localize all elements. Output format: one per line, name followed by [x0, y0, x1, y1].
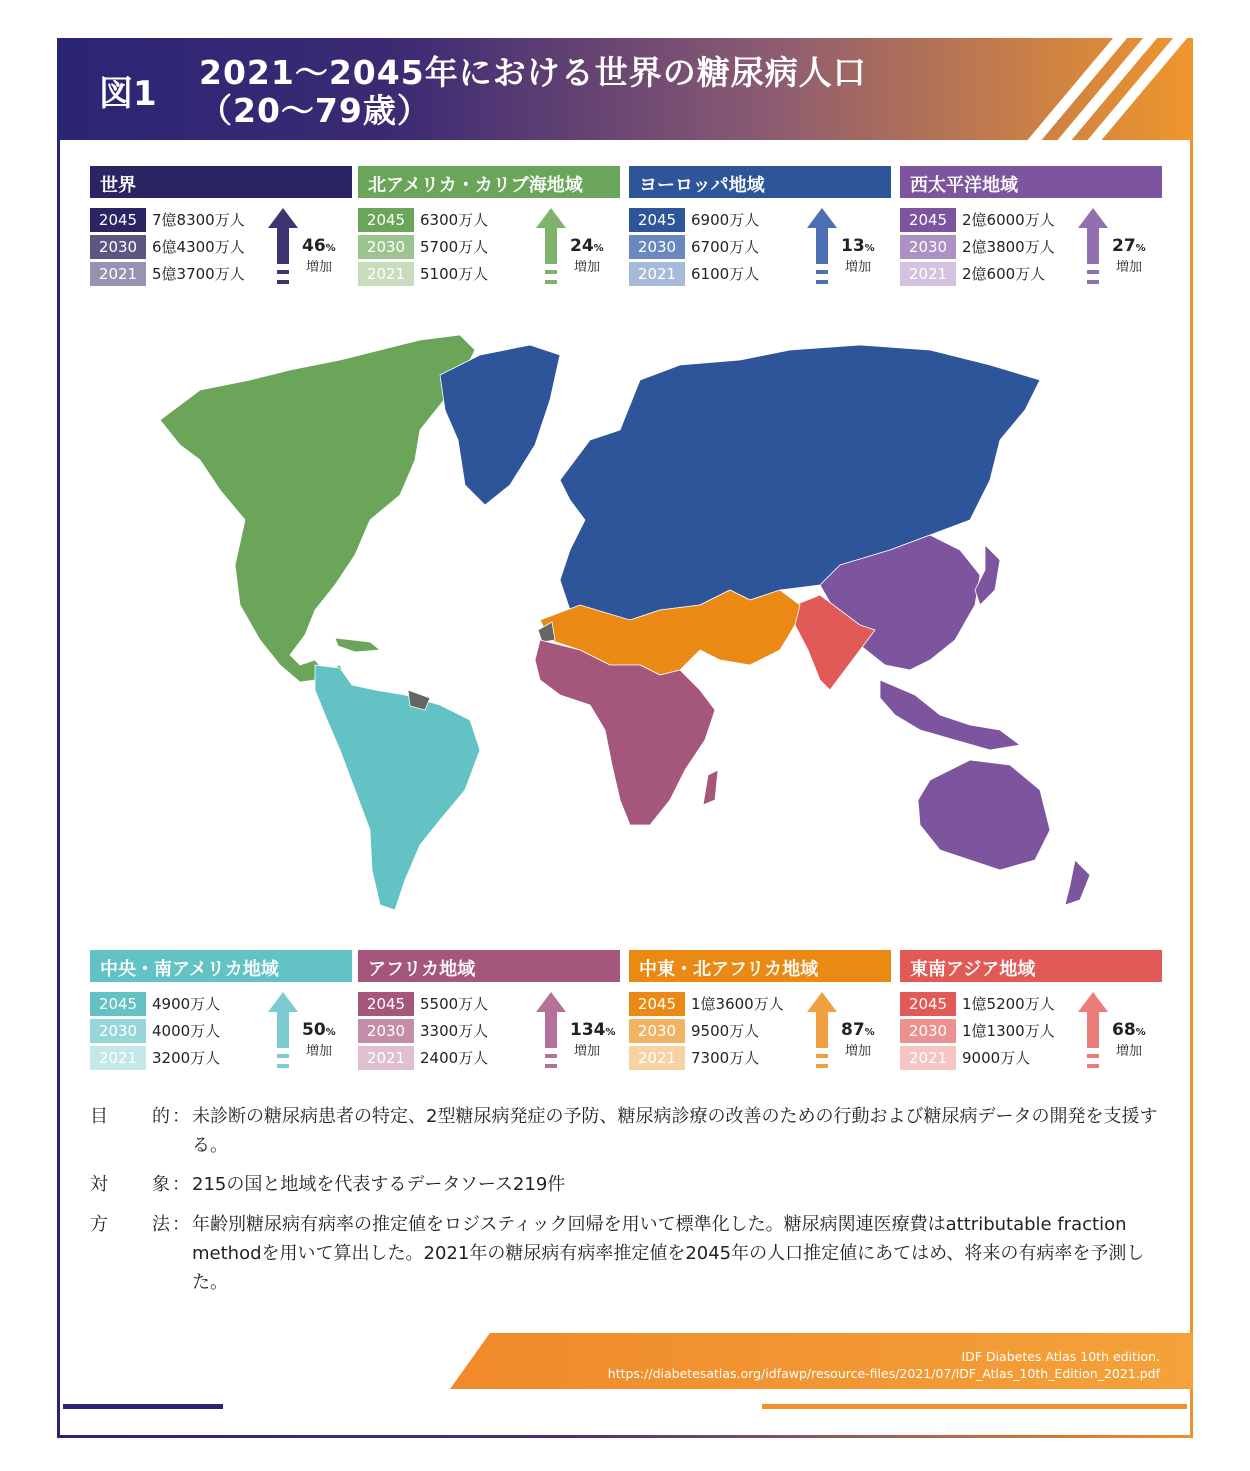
increase-percent	[302, 236, 336, 256]
increase-percent	[1112, 1020, 1146, 1040]
map-new-zealand	[1065, 860, 1090, 905]
increase-arrow-icon	[536, 992, 566, 1072]
year-badge: 2021	[629, 262, 685, 286]
figure-header	[57, 38, 1193, 140]
region-row	[900, 235, 1090, 259]
increase-arrow-icon	[807, 208, 837, 288]
population-value: 5500万人	[420, 995, 489, 1013]
increase-label: 増加	[845, 260, 872, 275]
info-label-char-1: 方	[90, 1214, 108, 1235]
info-label-char-2: 法	[152, 1214, 170, 1235]
increase-label: 増加	[574, 260, 601, 275]
population-value: 1億1300万人	[962, 1022, 1055, 1040]
title-line-1: 2021～2045年における世界の糖尿病人口	[199, 53, 867, 92]
info-text: 未診断の糖尿病患者の特定、2型糖尿病発症の予防、糖尿病診療の改善のための行動および糖尿病データの開発を支援する。	[192, 1106, 1158, 1156]
region-row	[358, 262, 548, 286]
figure-title	[199, 54, 867, 130]
region-row	[900, 262, 1090, 286]
increase-label: 増加	[1116, 260, 1143, 275]
year-badge: 2045	[900, 992, 956, 1016]
region-header	[629, 166, 891, 198]
population-value: 5700万人	[420, 238, 489, 256]
population-value: 6億4300万人	[152, 238, 245, 256]
percent-unit: %	[325, 243, 336, 254]
map-maritime-sea	[880, 680, 1020, 750]
population-value: 6100万人	[691, 265, 760, 283]
year-badge: 2045	[629, 208, 685, 232]
region-row	[629, 262, 819, 286]
increase-percent-value: 27	[1112, 236, 1136, 256]
title-line-2: （20～79歳）	[199, 91, 431, 130]
year-badge: 2030	[629, 235, 685, 259]
population-value: 6900万人	[691, 211, 760, 229]
population-value: 5億3700万人	[152, 265, 245, 283]
increase-label: 増加	[306, 260, 333, 275]
year-badge: 2045	[90, 208, 146, 232]
population-value: 1億5200万人	[962, 995, 1055, 1013]
increase-arrow-icon	[268, 208, 298, 288]
region-row	[629, 1046, 819, 1070]
region-header	[358, 950, 620, 982]
increase-percent-value: 50	[302, 1020, 326, 1040]
year-badge: 2045	[358, 992, 414, 1016]
population-value: 4900万人	[152, 995, 221, 1013]
increase-percent	[1112, 236, 1146, 256]
percent-unit: %	[864, 243, 875, 254]
region-header	[358, 166, 620, 198]
region-header	[900, 166, 1162, 198]
increase-percent-value: 68	[1112, 1020, 1136, 1040]
year-badge: 2021	[358, 262, 414, 286]
map-australia	[918, 760, 1050, 870]
info-label-char-2: 的	[152, 1106, 170, 1127]
year-badge: 2030	[358, 235, 414, 259]
region-panel	[358, 166, 620, 294]
increase-percent-value: 13	[841, 236, 865, 256]
percent-unit: %	[593, 243, 604, 254]
region-row	[90, 1046, 280, 1070]
info-text: 215の国と地域を代表するデータソース219件	[192, 1174, 566, 1195]
increase-arrow-icon	[807, 992, 837, 1072]
increase-percent-value: 46	[302, 236, 326, 256]
increase-percent-value: 87	[841, 1020, 865, 1040]
citation-line-1: IDF Diabetes Atlas 10th edition.	[961, 1349, 1160, 1364]
region-row	[900, 1019, 1090, 1043]
region-row	[900, 992, 1090, 1016]
population-value: 1億3600万人	[691, 995, 784, 1013]
region-header	[900, 950, 1162, 982]
population-value: 7億8300万人	[152, 211, 245, 229]
region-panel	[629, 166, 891, 294]
population-value: 9000万人	[962, 1049, 1031, 1067]
region-row	[90, 992, 280, 1016]
region-row	[90, 1019, 280, 1043]
increase-arrow-icon	[1078, 208, 1108, 288]
increase-percent	[841, 236, 875, 256]
increase-percent	[570, 1020, 616, 1040]
region-row	[358, 1019, 548, 1043]
percent-unit: %	[1135, 1027, 1146, 1038]
year-badge: 2045	[90, 992, 146, 1016]
region-panel	[900, 950, 1162, 1078]
region-row	[358, 235, 548, 259]
population-value: 2400万人	[420, 1049, 489, 1067]
percent-unit: %	[1135, 243, 1146, 254]
percent-unit: %	[605, 1027, 616, 1038]
population-value: 6700万人	[691, 238, 760, 256]
year-badge: 2045	[629, 992, 685, 1016]
population-value: 3300万人	[420, 1022, 489, 1040]
increase-label: 増加	[306, 1044, 333, 1059]
increase-arrow-icon	[1078, 992, 1108, 1072]
region-row	[900, 208, 1090, 232]
increase-percent-value: 134	[570, 1020, 606, 1040]
population-value: 2億6000万人	[962, 211, 1055, 229]
footer-accent-left	[63, 1404, 223, 1409]
region-row	[900, 1046, 1090, 1070]
region-row	[358, 992, 548, 1016]
increase-label: 増加	[574, 1044, 601, 1059]
region-row	[358, 1046, 548, 1070]
year-badge: 2030	[629, 1019, 685, 1043]
map-madagascar	[703, 770, 718, 805]
map-western-sahara	[538, 622, 555, 642]
population-value: 2億3800万人	[962, 238, 1055, 256]
region-name: 中東・北アフリカ地域	[639, 959, 819, 980]
region-row	[358, 208, 548, 232]
region-name: アフリカ地域	[368, 959, 476, 980]
region-row	[90, 262, 280, 286]
year-badge: 2021	[900, 1046, 956, 1070]
citation-line-2: https://diabetesatlas.org/idfawp/resource-files/2021/07/IDF_Atlas_10th_Edition_2021.pdf	[607, 1366, 1160, 1381]
region-row	[629, 208, 819, 232]
region-panel	[358, 950, 620, 1078]
population-value: 9500万人	[691, 1022, 760, 1040]
info-label-char-1: 目	[90, 1106, 108, 1127]
year-badge: 2030	[90, 235, 146, 259]
world-map	[140, 320, 1100, 920]
year-badge: 2021	[900, 262, 956, 286]
map-north-america	[160, 335, 475, 690]
info-label-char-2: 象	[152, 1174, 170, 1195]
region-row	[629, 235, 819, 259]
region-name: 北アメリカ・カリブ海地域	[368, 175, 583, 196]
increase-percent	[570, 236, 604, 256]
population-value: 4000万人	[152, 1022, 221, 1040]
region-header	[90, 950, 352, 982]
population-value: 5100万人	[420, 265, 489, 283]
year-badge: 2021	[358, 1046, 414, 1070]
population-value: 6300万人	[420, 211, 489, 229]
map-south-america	[315, 665, 480, 910]
year-badge: 2030	[900, 235, 956, 259]
region-panel	[90, 166, 352, 294]
footer-accent-right	[762, 1404, 1187, 1409]
increase-percent	[302, 1020, 336, 1040]
population-value: 7300万人	[691, 1049, 760, 1067]
population-value: 3200万人	[152, 1049, 221, 1067]
region-panel	[90, 950, 352, 1078]
map-caribbean	[335, 638, 380, 652]
increase-percent-value: 24	[570, 236, 594, 256]
region-name: 世界	[100, 175, 136, 196]
year-badge: 2021	[90, 262, 146, 286]
increase-label: 増加	[1116, 1044, 1143, 1059]
region-name: 中央・南アメリカ地域	[100, 959, 279, 980]
region-header	[90, 166, 352, 198]
year-badge: 2045	[900, 208, 956, 232]
region-row	[629, 992, 819, 1016]
year-badge: 2045	[358, 208, 414, 232]
increase-arrow-icon	[268, 992, 298, 1072]
region-row	[629, 1019, 819, 1043]
population-value: 2億600万人	[962, 265, 1046, 283]
increase-arrow-icon	[536, 208, 566, 288]
region-panel	[900, 166, 1162, 294]
figure-label: 図1	[99, 74, 157, 114]
region-name: 東南アジア地域	[910, 959, 1036, 980]
region-header	[629, 950, 891, 982]
info-label-char-1: 対	[90, 1174, 108, 1195]
year-badge: 2030	[358, 1019, 414, 1043]
year-badge: 2030	[900, 1019, 956, 1043]
increase-percent	[841, 1020, 875, 1040]
info-colon: ：	[172, 1174, 190, 1195]
percent-unit: %	[864, 1027, 875, 1038]
increase-label: 増加	[845, 1044, 872, 1059]
region-name: 西太平洋地域	[910, 175, 1018, 196]
year-badge: 2030	[90, 1019, 146, 1043]
region-row	[90, 235, 280, 259]
info-colon: ：	[172, 1214, 190, 1235]
region-name: ヨーロッパ地域	[639, 175, 765, 196]
map-africa	[535, 640, 715, 825]
region-panel	[629, 950, 891, 1078]
percent-unit: %	[325, 1027, 336, 1038]
region-row	[90, 208, 280, 232]
info-colon: ：	[172, 1106, 190, 1127]
year-badge: 2021	[90, 1046, 146, 1070]
info-text: 年齢別糖尿病有病率の推定値をロジスティック回帰を用いて標準化した。糖尿病関連医療費はattributable fraction methodを用いて算出した。2021年の糖尿病有病率推定値を2045年の人口推定値にあてはめ、将来の有病率を予測した。	[192, 1214, 1145, 1293]
map-greenland	[440, 345, 560, 505]
year-badge: 2021	[629, 1046, 685, 1070]
